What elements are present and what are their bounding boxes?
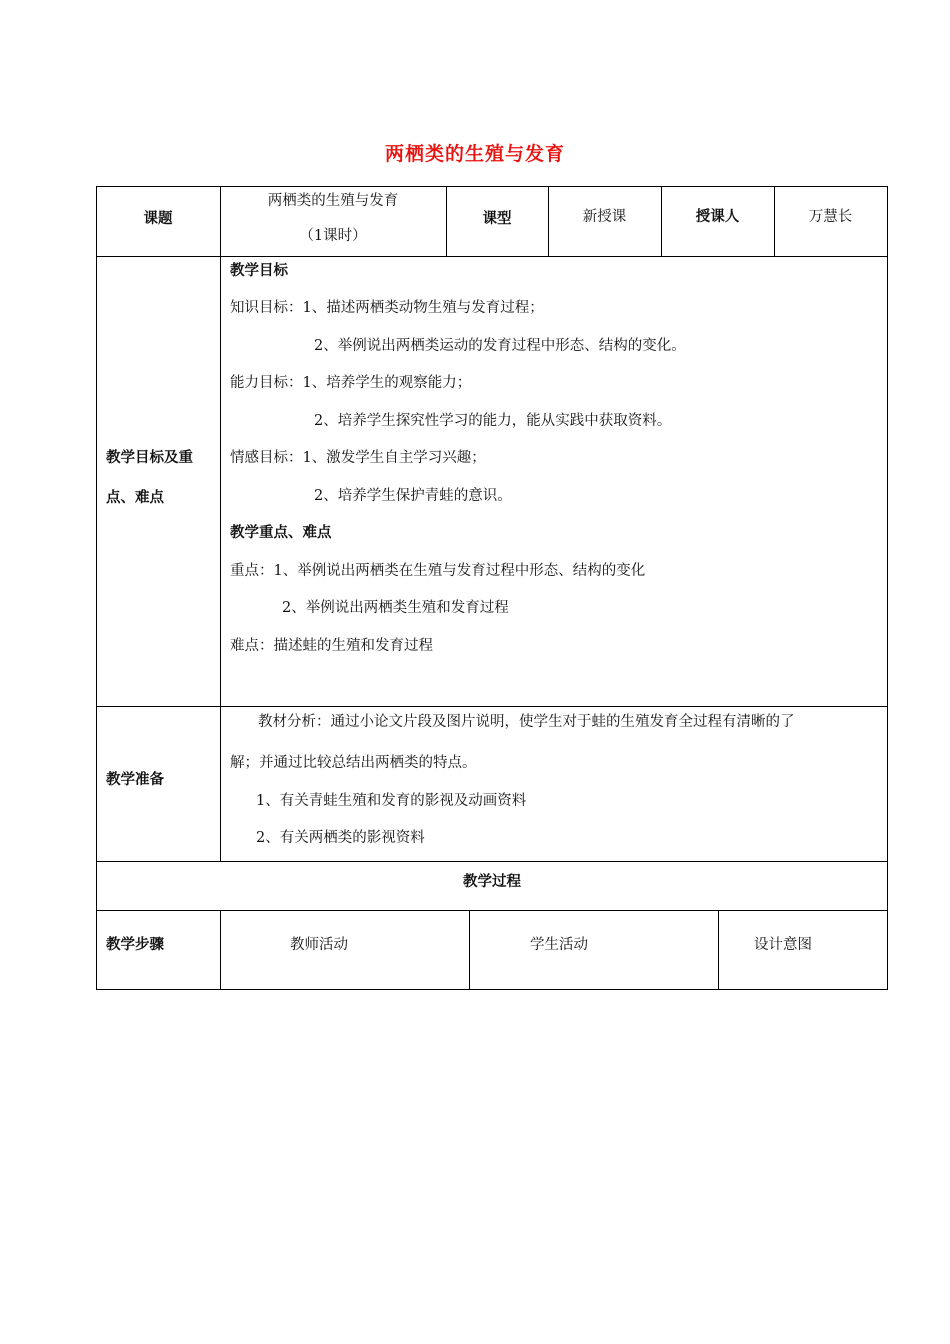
key-points-heading: 教学重点、难点 [230, 525, 332, 541]
key-point-2: 2、举例说出两栖类生殖和发育过程 [282, 600, 509, 616]
table-rule-preparation-bottom [96, 861, 888, 862]
lesson-type-value: 新授课 [582, 209, 627, 225]
table-rule-steps-column [220, 910, 221, 990]
table-rule-objectives-bottom [96, 706, 888, 707]
table-rule-process-bottom [96, 910, 888, 911]
process-heading: 教学过程 [463, 874, 521, 890]
objectives-row-label-line2: 点、难点 [106, 490, 164, 506]
table-rule-process-2 [718, 910, 719, 990]
teacher-activity-header: 教师活动 [290, 937, 348, 953]
ability-goal-1: 能力目标：1、培养学生的观察能力； [230, 375, 472, 391]
preparation-line-2: 解；并通过比较总结出两栖类的特点。 [230, 755, 477, 771]
objectives-heading: 教学目标 [230, 263, 288, 279]
emotion-goal-1: 情感目标：1、激发学生自主学习兴趣； [230, 450, 486, 466]
student-activity-header: 学生活动 [530, 937, 588, 953]
objectives-row-label-line1: 教学目标及重 [106, 450, 193, 466]
lesson-type-label: 课型 [482, 211, 512, 227]
preparation-item-2: 2、有关两栖类的影视资料 [256, 830, 425, 846]
preparation-row-label: 教学准备 [106, 772, 164, 788]
table-border-bottom [96, 989, 888, 990]
document-title: 两栖类的生殖与发育 [384, 143, 565, 165]
preparation-item-1: 1、有关青蛙生殖和发育的影视及动画资料 [256, 793, 527, 809]
teacher-value: 万慧长 [808, 209, 853, 225]
design-intent-header: 设计意图 [754, 937, 812, 953]
table-border-top [96, 186, 888, 187]
knowledge-goal-1: 知识目标：1、描述两栖类动物生殖与发育过程； [230, 300, 544, 316]
knowledge-goal-2: 2、举例说出两栖类运动的发育过程中形态、结构的变化。 [314, 338, 686, 354]
steps-label: 教学步骤 [106, 937, 164, 953]
table-rule-process-1 [469, 910, 470, 990]
preparation-line-1: 教材分析：通过小论文片段及图片说明，使学生对于蛙的生殖发育全过程有清晰的了 [258, 714, 795, 730]
difficulty-point: 难点：描述蛙的生殖和发育过程 [230, 638, 433, 654]
emotion-goal-2: 2、培养学生保护青蛙的意识。 [314, 488, 512, 504]
table-rule-header-bottom [96, 256, 888, 257]
topic-value-line2: （1课时） [299, 228, 367, 244]
table-border-right [887, 186, 888, 990]
key-point-1: 重点：1、举例说出两栖类在生殖与发育过程中形态、结构的变化 [230, 563, 646, 579]
ability-goal-2: 2、培养学生探究性学习的能力，能从实践中获取资料。 [314, 413, 672, 429]
topic-label: 课题 [143, 211, 173, 227]
table-rule-label-column [220, 186, 221, 862]
teacher-label: 授课人 [695, 209, 740, 225]
table-border-left [96, 186, 97, 990]
topic-value-line1: 两栖类的生殖与发育 [267, 193, 399, 209]
